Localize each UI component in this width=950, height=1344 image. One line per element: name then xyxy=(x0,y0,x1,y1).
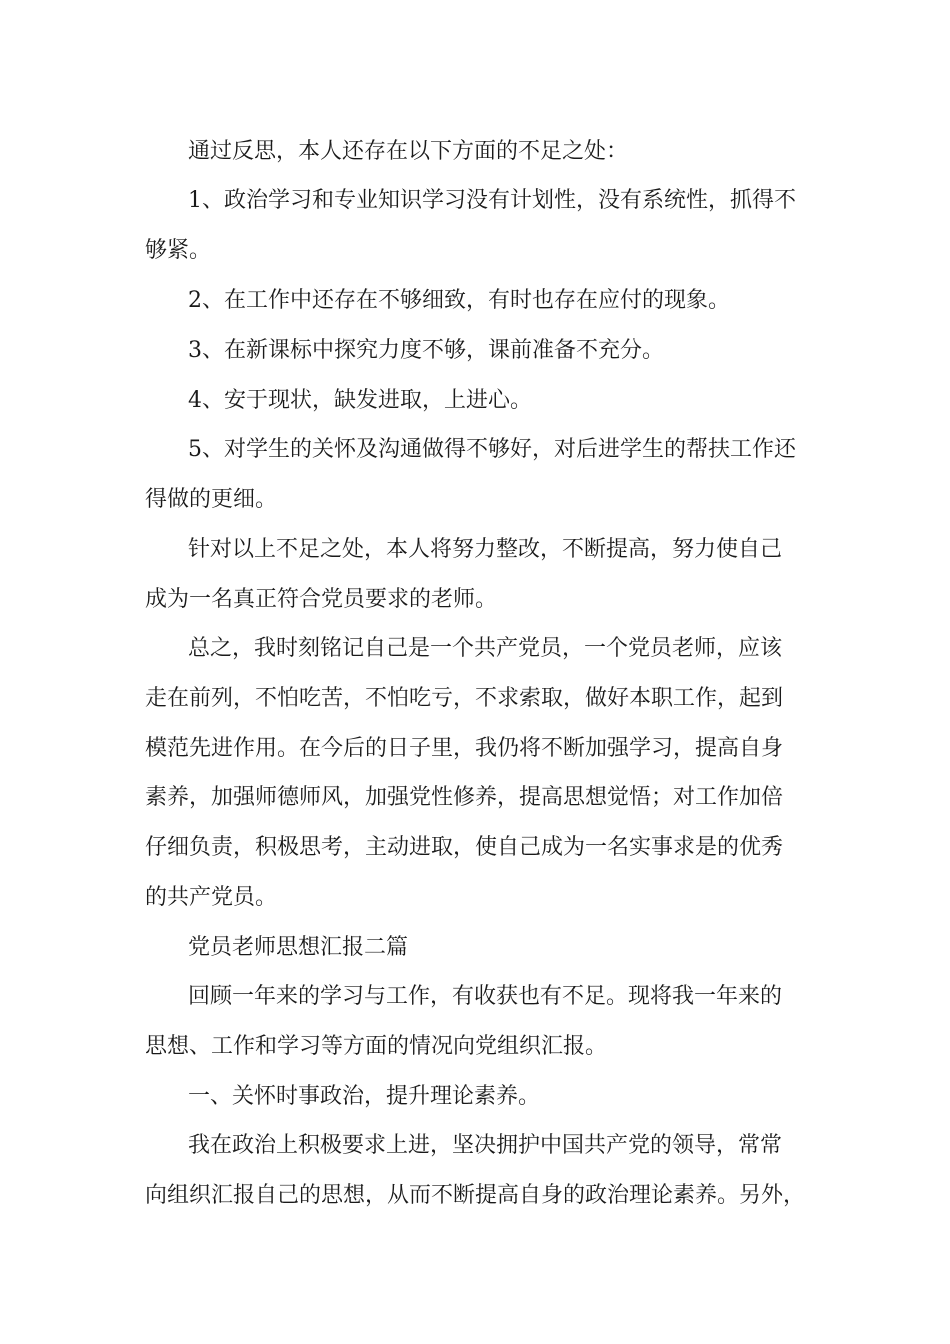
paragraph-line: 通过反思，本人还存在以下方面的不足之处： xyxy=(188,139,629,164)
paragraph-line: 一、关怀时事政治，提升理论素养。 xyxy=(188,1084,541,1109)
paragraph-line: 模范先进作用。在今后的日子里，我仍将不断加强学习，提高自身 xyxy=(145,736,784,761)
paragraph-line: 素养，加强师德师风，加强党性修养，提高思想觉悟；对工作加倍 xyxy=(145,785,784,810)
paragraph-line: 向组织汇报自己的思想，从而不断提高自身的政治理论素养。另外， xyxy=(145,1183,806,1208)
paragraph-line: 5、对学生的关怀及沟通做得不够好，对后进学生的帮扶工作还 xyxy=(188,437,796,462)
paragraph-line: 3、在新课标中探究力度不够，课前准备不充分。 xyxy=(188,338,664,363)
paragraph-line: 我在政治上积极要求上进，坚决拥护中国共产党的领导，常常 xyxy=(188,1133,783,1158)
paragraph-line: 走在前列，不怕吃苦，不怕吃亏，不求索取，做好本职工作，起到 xyxy=(145,686,784,711)
paragraph-line: 思想、工作和学习等方面的情况向党组织汇报。 xyxy=(145,1034,608,1059)
paragraph-line: 回顾一年来的学习与工作，有收获也有不足。现将我一年来的 xyxy=(188,984,783,1009)
paragraph-line: 够紧。 xyxy=(145,238,212,263)
paragraph-line: 2、在工作中还存在不够细致，有时也存在应付的现象。 xyxy=(188,288,730,313)
paragraph-line: 的共产党员。 xyxy=(145,885,278,910)
paragraph-line: 1、政治学习和专业知识学习没有计划性，没有系统性，抓得不 xyxy=(188,188,796,213)
paragraph-line: 成为一名真正符合党员要求的老师。 xyxy=(145,587,498,612)
section-title: 党员老师思想汇报二篇 xyxy=(188,935,409,960)
paragraph-line: 仔细负责，积极思考，主动进取，使自己成为一名实事求是的优秀 xyxy=(145,835,784,860)
paragraph-line: 总之，我时刻铭记自己是一个共产党员，一个党员老师，应该 xyxy=(188,636,783,661)
paragraph-line: 针对以上不足之处，本人将努力整改，不断提高，努力使自己 xyxy=(188,537,783,562)
paragraph-line: 得做的更细。 xyxy=(145,487,278,512)
paragraph-line: 4、安于现状，缺发进取，上进心。 xyxy=(188,388,532,413)
